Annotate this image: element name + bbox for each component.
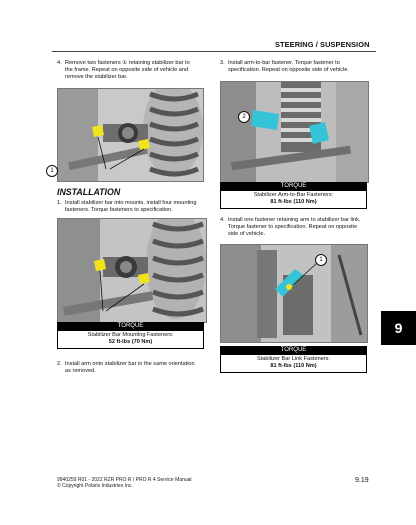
torque-value: 81 ft-lbs (110 Nm): [270, 363, 317, 369]
step-text-line: as removed.: [65, 368, 96, 375]
step-text-line: Remove two fasteners ① retaining stabilizer bar to: [65, 60, 190, 66]
torque-title: TORQUE: [220, 182, 367, 191]
torque-label: Stabilizer Bar Link Fasteners:: [256, 356, 331, 362]
step-text-line: fasteners. Torque fasteners to specification.: [65, 207, 173, 214]
step-text-line: Install arm-to-bar fastener. Torque fastener to: [228, 60, 340, 66]
step-text-line: the frame. Repeat on opposite side of vehicle and: [65, 67, 189, 74]
step-text: [228, 217, 360, 239]
step-text-line: specification. Repeat on opposite side of vehicle.: [228, 67, 349, 74]
step-number: 4.: [220, 217, 225, 223]
step-number: 2.: [57, 361, 62, 367]
torque-value: 52 ft-lbs (70 Nm): [108, 339, 153, 345]
step-text: [65, 361, 195, 375]
step-number: 3.: [220, 60, 225, 66]
step-number: 4.: [57, 60, 62, 66]
footer-manual-title: 9940259 R01 - 2022 RZR PRO R / PRO R 4 Service Manual: [57, 477, 192, 483]
photo-stabilizer-removal: [57, 88, 204, 182]
page-number: 9.19: [355, 477, 369, 484]
installation-heading: INSTALLATION: [57, 187, 121, 197]
torque-label: Stabilizer Arm-to-Bar Fasteners:: [253, 192, 334, 198]
callout-2: 2: [238, 111, 250, 123]
chapter-tab: 9: [381, 311, 416, 345]
torque-spec-box: [57, 331, 204, 349]
torque-spec-box: [220, 355, 367, 373]
step-text-line: Install arm onto stabilizer bar in the same orientation: [65, 361, 195, 367]
step-text-line: Install stabilizer bar into mounts. install four mounting: [65, 200, 197, 206]
torque-value: 81 ft-lbs (110 Nm): [270, 199, 317, 205]
step-text-line: Torque fastener to specification. Repeat on opposite: [228, 224, 358, 231]
step-text-line: Install one fastener retaining arm to stabilizer bar link.: [228, 217, 361, 223]
section-title: STEERING / SUSPENSION: [275, 40, 370, 49]
step-text: [65, 60, 190, 82]
step-number: 1.: [57, 200, 62, 206]
callout-1: 1: [46, 165, 58, 177]
footer-copyright: © Copyright Polaris Industries Inc.: [57, 483, 133, 489]
photo-arm-to-bar: [220, 81, 369, 183]
torque-title: TORQUE: [220, 346, 367, 355]
step-text: [228, 60, 349, 74]
header-rule: [52, 51, 376, 52]
step-text: [65, 200, 197, 214]
callout-1: 1: [315, 254, 327, 266]
photo-stabilizer-install: [57, 218, 207, 323]
step-text-line: side of vehicle.: [228, 231, 266, 238]
torque-title: TORQUE: [57, 322, 204, 331]
step-text-line: remove the stabilizer bar.: [65, 74, 128, 81]
torque-label: Stabilizer Bar Mounting Fasteners:: [87, 332, 174, 338]
torque-spec-box: [220, 191, 367, 209]
photo-bar-link: [220, 244, 368, 343]
